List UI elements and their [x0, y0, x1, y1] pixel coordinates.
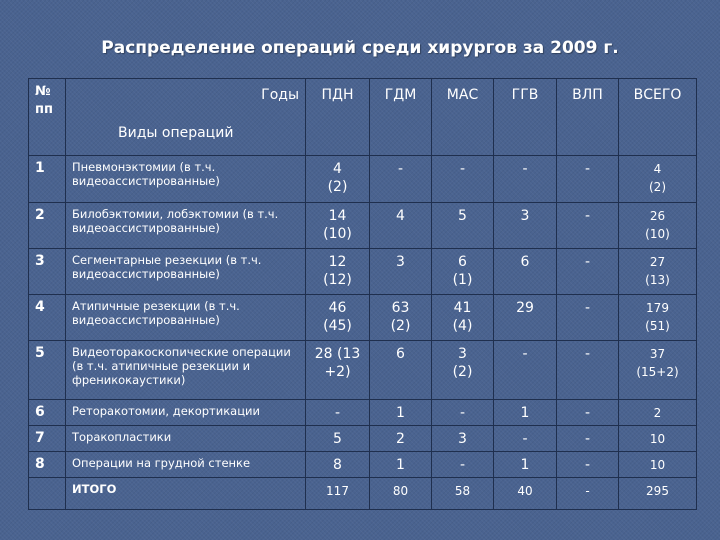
cell-gdm-line: 6 — [396, 346, 405, 362]
cell-ggv-line: 6 — [520, 254, 530, 270]
total-pdn: 117 — [306, 478, 370, 510]
cell-total-line: 26 — [649, 209, 666, 223]
cell-vlp-line: - — [584, 300, 591, 316]
total-gdm: 80 — [370, 478, 432, 510]
operation-type: Билобэктомии, лобэктомии (в т.ч. видеоассистированные) — [66, 203, 306, 249]
row-number: 8 — [29, 452, 66, 478]
row-number: 6 — [29, 400, 66, 426]
cell-gdm — [370, 156, 432, 203]
cell-pdn — [306, 426, 370, 452]
cell-vlp-line: - — [584, 346, 591, 362]
cell-pdn — [306, 295, 370, 341]
table-row — [29, 341, 697, 400]
cell-vlp — [557, 156, 619, 203]
cell-gdm-line: 3 — [396, 254, 405, 270]
cell-gdm — [370, 426, 432, 452]
cell-mas — [432, 400, 494, 426]
cell-ggv-line: - — [522, 346, 528, 362]
cell-ggv — [494, 249, 557, 295]
cell-vlp-line: - — [584, 254, 591, 270]
cell-total-line: (10) — [645, 227, 670, 241]
cell-total-line: (51) — [645, 319, 670, 333]
cell-total-line: (13) — [645, 273, 670, 287]
header-row — [29, 79, 697, 125]
cell-vlp — [557, 295, 619, 341]
cell-gdm-line: 63 — [391, 300, 410, 316]
cell-total-line: 4 — [653, 162, 662, 176]
operation-type: Сегментарные резекции (в т.ч. видеоассистированные) — [66, 249, 306, 295]
cell-pdn — [306, 341, 370, 400]
total-row — [29, 478, 697, 510]
cell-gdm — [370, 295, 432, 341]
cell-pdn — [306, 400, 370, 426]
cell-ggv-line: 29 — [516, 300, 534, 316]
cell-total-line: (2) — [649, 180, 666, 194]
cell-mas — [432, 426, 494, 452]
cell-mas-line: (4) — [452, 318, 473, 334]
cell-total — [619, 295, 697, 341]
cell-ggv-line: 3 — [520, 208, 530, 224]
total-label: ИТОГО — [66, 478, 306, 510]
cell-vlp — [557, 400, 619, 426]
cell-mas-line: (2) — [452, 364, 473, 380]
cell-ggv-line: 1 — [520, 457, 530, 473]
cell-mas — [432, 156, 494, 203]
operations-table — [28, 78, 697, 510]
header-number-cell — [29, 79, 66, 156]
cell-gdm-line: (2) — [390, 318, 411, 334]
header-col-vlp: ВЛП — [557, 79, 619, 156]
cell-gdm-line: 4 — [396, 208, 405, 224]
operation-type: Торакопластики — [66, 426, 306, 452]
cell-ggv — [494, 426, 557, 452]
row-number: 7 — [29, 426, 66, 452]
row-number: 2 — [29, 203, 66, 249]
cell-ggv-line: - — [522, 431, 528, 447]
cell-mas-line: 3 — [458, 431, 467, 447]
operation-type: Пневмонэктомии (в т.ч. видеоассистированные) — [66, 156, 306, 203]
cell-gdm-line: 2 — [396, 431, 405, 447]
row-number: 4 — [29, 295, 66, 341]
cell-pdn-line: 14 — [328, 208, 347, 224]
cell-pdn — [306, 203, 370, 249]
cell-ggv — [494, 452, 557, 478]
cell-pdn-line: (2) — [327, 179, 348, 195]
total-mas: 58 — [432, 478, 494, 510]
cell-vlp-line: - — [584, 208, 591, 224]
total-ggv: 40 — [494, 478, 557, 510]
cell-total — [619, 452, 697, 478]
cell-gdm — [370, 341, 432, 400]
cell-total — [619, 400, 697, 426]
cell-mas-line: 5 — [458, 208, 467, 224]
operation-type: Видеоторакоскопические операции (в т.ч. атипичные резекции и френикокаустики) — [66, 341, 306, 400]
table-row — [29, 400, 697, 426]
total-row-number — [29, 478, 66, 510]
cell-mas — [432, 452, 494, 478]
header-years-cell — [66, 79, 306, 125]
cell-mas-line: - — [459, 405, 466, 421]
cell-pdn-line: 8 — [333, 457, 342, 473]
header-col-pdn: ПДН — [306, 79, 370, 156]
cell-vlp — [557, 341, 619, 400]
row-number: 3 — [29, 249, 66, 295]
table-row — [29, 203, 697, 249]
cell-pdn-line: (10) — [323, 226, 352, 242]
cell-pdn-line: 46 — [328, 300, 347, 316]
cell-ggv — [494, 400, 557, 426]
cell-pdn — [306, 452, 370, 478]
cell-vlp — [557, 203, 619, 249]
cell-pdn-line: (12) — [323, 272, 352, 288]
cell-mas — [432, 341, 494, 400]
table-row — [29, 426, 697, 452]
cell-mas — [432, 249, 494, 295]
cell-mas-line: 6 — [458, 254, 467, 270]
header-types-cell — [66, 125, 306, 156]
cell-ggv — [494, 295, 557, 341]
cell-ggv — [494, 341, 557, 400]
header-years-label: Годы — [261, 87, 299, 103]
cell-pdn-line: 4 — [333, 161, 342, 177]
cell-pdn — [306, 249, 370, 295]
header-number-line1: № — [35, 84, 51, 99]
cell-gdm — [370, 452, 432, 478]
row-number: 1 — [29, 156, 66, 203]
table-row — [29, 452, 697, 478]
cell-total-line: 2 — [653, 406, 662, 420]
cell-total-line: 179 — [646, 301, 669, 315]
operation-type: Реторакотомии, декортикации — [66, 400, 306, 426]
cell-gdm-line: - — [397, 161, 404, 177]
cell-mas — [432, 203, 494, 249]
cell-mas — [432, 295, 494, 341]
cell-pdn-line: 5 — [333, 431, 342, 447]
cell-vlp — [557, 249, 619, 295]
row-number: 5 — [29, 341, 66, 400]
cell-vlp-line: - — [584, 431, 591, 447]
table-row — [29, 156, 697, 203]
cell-pdn-line: (45) — [323, 318, 352, 334]
cell-vlp-line: - — [584, 161, 591, 177]
header-col-mas: МАС — [432, 79, 494, 156]
cell-vlp-line: - — [584, 457, 591, 473]
cell-total-line: 37 — [649, 347, 666, 361]
header-col-total: ВСЕГО — [619, 79, 697, 156]
cell-ggv-line: - — [522, 161, 528, 177]
cell-pdn — [306, 156, 370, 203]
cell-mas-line: 41 — [453, 300, 472, 316]
cell-total-line: (15+2) — [636, 365, 679, 379]
cell-vlp — [557, 452, 619, 478]
header-col-ggv: ГГВ — [494, 79, 557, 156]
cell-total-line: 10 — [649, 458, 666, 472]
cell-pdn-line: 12 — [328, 254, 347, 270]
cell-ggv-line: 1 — [520, 405, 530, 421]
cell-total — [619, 341, 697, 400]
table-row — [29, 249, 697, 295]
cell-mas-line: 3 — [458, 346, 467, 362]
table-row — [29, 295, 697, 341]
cell-gdm-line: 1 — [396, 405, 405, 421]
cell-pdn-line: - — [334, 405, 341, 421]
cell-total-line: 27 — [649, 255, 666, 269]
cell-pdn-line: 28 (13 — [314, 346, 361, 362]
cell-total — [619, 426, 697, 452]
cell-gdm — [370, 400, 432, 426]
header-number-line2: пп — [35, 102, 53, 117]
total-vlp: - — [557, 478, 619, 510]
cell-gdm — [370, 203, 432, 249]
total-total: 295 — [619, 478, 697, 510]
cell-total — [619, 249, 697, 295]
cell-ggv — [494, 203, 557, 249]
cell-mas-line: - — [459, 161, 466, 177]
operation-type: Атипичные резекции (в т.ч. видеоассистированные) — [66, 295, 306, 341]
cell-vlp — [557, 426, 619, 452]
header-types-label: Виды операций — [118, 124, 234, 141]
slide-title: Распределение операций среди хирургов за 2009 г. — [101, 38, 619, 58]
header-col-gdm: ГДМ — [370, 79, 432, 156]
cell-total — [619, 156, 697, 203]
cell-total — [619, 203, 697, 249]
cell-gdm-line: 1 — [396, 457, 405, 473]
cell-vlp-line: - — [584, 405, 591, 421]
cell-ggv — [494, 156, 557, 203]
cell-mas-line: - — [459, 457, 466, 473]
cell-total-line: 10 — [649, 432, 666, 446]
cell-pdn-line: +2) — [324, 364, 351, 380]
cell-mas-line: (1) — [452, 272, 473, 288]
cell-gdm — [370, 249, 432, 295]
operation-type: Операции на грудной стенке — [66, 452, 306, 478]
